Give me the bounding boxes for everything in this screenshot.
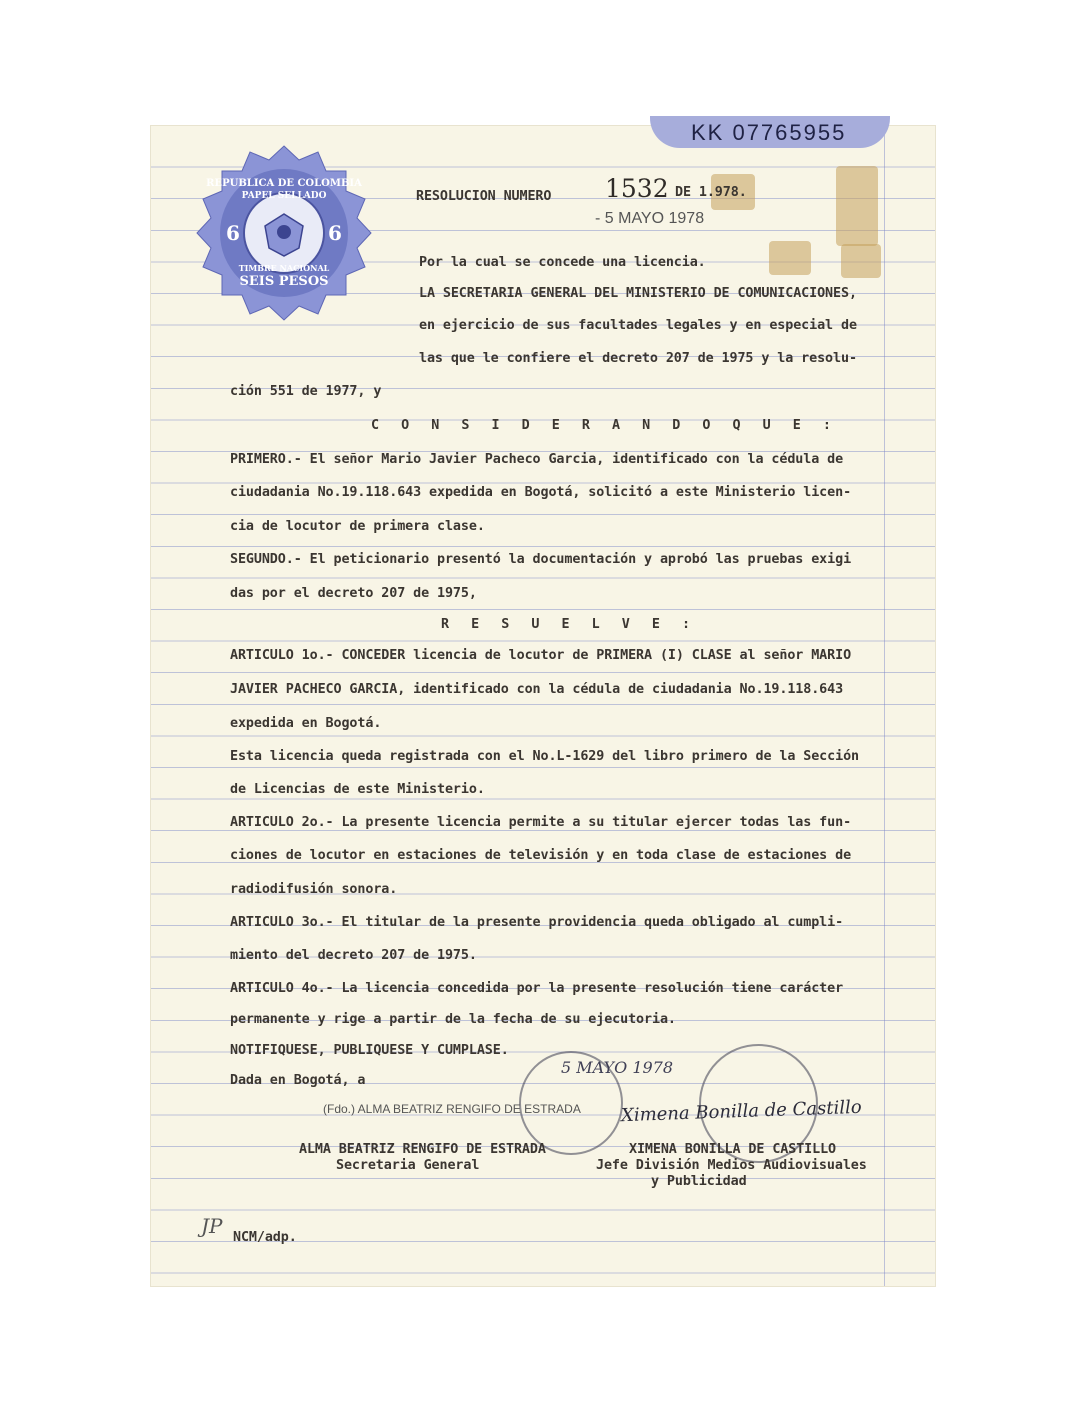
seal-mid-text: PAPEL SELLADO: [241, 191, 327, 201]
resuelve-line: ARTICULO 1o.- CONCEDER licencia de locutor de PRIMERA (I) CLASE al señor MARIO: [230, 648, 852, 663]
margin-rule: [884, 126, 885, 1286]
right-signatory-title-2: y Publicidad: [651, 1174, 747, 1189]
seal-value-left: 6: [226, 221, 240, 245]
resuelve-line: Dada en Bogotá, a: [230, 1073, 366, 1088]
signature: Ximena Bonilla de Castillo: [620, 1096, 862, 1127]
resuelve-line: ARTICULO 2o.- La presente licencia permite a su titular ejercer todas las fun-: [230, 815, 852, 830]
stamp-date: 5 MAYO 1978: [561, 1058, 674, 1077]
seal-bottom-text: TIMBRE NACIONAL: [238, 263, 330, 273]
seal-value-right: 6: [328, 221, 342, 245]
fdo-note: (Fdo.) ALMA BEATRIZ RENGIFO DE ESTRADA: [323, 1102, 581, 1116]
considerando-line: PRIMERO.- El señor Mario Javier Pacheco Garcia, identificado con la cédula de: [230, 452, 844, 467]
right-signatory-title-1: Jefe División Medios Audiovisuales: [596, 1158, 867, 1173]
stain: [836, 166, 878, 246]
seal-top-text: REPUBLICA DE COLOMBIA: [206, 178, 362, 189]
resuelve-line: JAVIER PACHECO GARCIA, identificado con la cédula de ciudadania No.19.118.643: [230, 682, 844, 697]
resolution-date-stamp: - 5 MAYO 1978: [595, 210, 705, 227]
left-signatory-title: Secretaria General: [336, 1158, 480, 1173]
intro-line: ción 551 de 1977, y: [230, 384, 382, 399]
considerando-heading: C O N S I D E R A N D O Q U E :: [371, 418, 838, 433]
serial-number: KK 07765955: [691, 120, 847, 145]
resuelve-line: radiodifusión sonora.: [230, 882, 398, 897]
resolution-number: 1532: [605, 174, 669, 203]
intro-line: las que le confiere el decreto 207 de 1975 y la resolu-: [419, 351, 857, 366]
intro-line: LA SECRETARIA GENERAL DEL MINISTERIO DE COMUNICACIONES,: [419, 286, 857, 301]
stamp-seal-icon: [195, 144, 373, 322]
handwritten-initials: JP: [201, 1214, 223, 1238]
intro-line: en ejercicio de sus facultades legales y en especial de: [419, 318, 857, 333]
resuelve-line: ciones de locutor en estaciones de televisión y en toda clase de estaciones de: [230, 848, 852, 863]
resuelve-line: de Licencias de este Ministerio.: [230, 782, 485, 797]
considerando-line: cia de locutor de primera clase.: [230, 519, 485, 534]
considerando-line: SEGUNDO.- El peticionario presentó la documentación y aprobó las pruebas exigi: [230, 552, 852, 567]
resuelve-line: miento del decreto 207 de 1975.: [230, 948, 477, 963]
right-signatory-name: XIMENA BONILLA DE CASTILLO: [629, 1142, 837, 1157]
stain: [769, 241, 811, 275]
left-signatory-name: ALMA BEATRIZ RENGIFO DE ESTRADA: [299, 1142, 546, 1157]
considerando-line: ciudadania No.19.118.643 expedida en Bogotá, solicitó a este Ministerio licen-: [230, 485, 852, 500]
resuelve-line: ARTICULO 4o.- La licencia concedida por la presente resolución tiene carácter: [230, 981, 844, 996]
considerando-line: das por el decreto 207 de 1975,: [230, 586, 477, 601]
document-sheet: [151, 120, 935, 1286]
resuelve-line: Esta licencia queda registrada con el No.L-1629 del libro primero de la Sección: [230, 749, 859, 764]
resuelve-line: permanente y rige a partir de la fecha de su ejecutoria.: [230, 1012, 676, 1027]
intro-line: Por la cual se concede una licencia.: [419, 255, 706, 270]
resuelve-line: ARTICULO 3o.- El titular de la presente providencia queda obligado al cumpli-: [230, 915, 844, 930]
resuelve-heading: R E S U E L V E :: [441, 617, 698, 632]
resolution-year: DE 1.978.: [675, 185, 747, 200]
stain: [841, 244, 881, 278]
typist-initials: NCM/adp.: [233, 1230, 297, 1245]
resuelve-line: expedida en Bogotá.: [230, 716, 382, 731]
resolution-label: RESOLUCION NUMERO: [416, 189, 552, 204]
resuelve-line: NOTIFIQUESE, PUBLIQUESE Y CUMPLASE.: [230, 1043, 509, 1058]
seal-amount: SEIS PESOS: [239, 274, 329, 289]
